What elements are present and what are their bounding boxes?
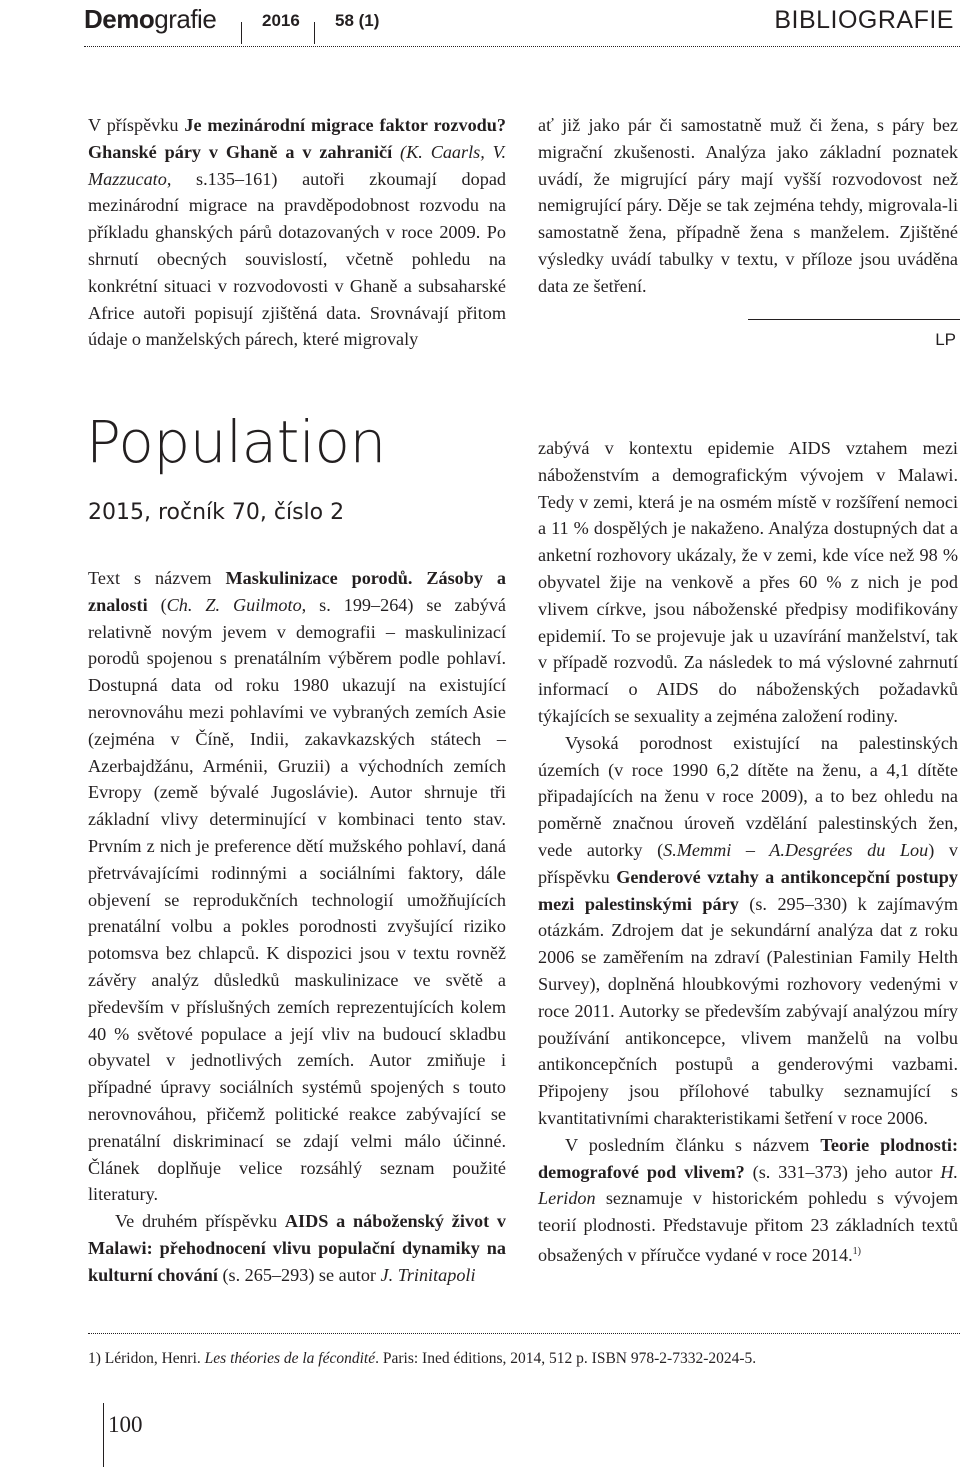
logo-light-part: grafie (154, 4, 217, 34)
article1-continuation: ať již jako pár či samostatně muž či žena, s páry bez migrační zkušenosti. Analýza jako základní poznatek uvádí, že migrující páry mají vyšší rozvodovost než nemigrující páry. Děje se tak zejména tehdy, migrovala-li samostatně žena, případně žena s manželem. Zjištěné výsledky uvádí tabulky v textu, v příloze jsou uváděna data ze šetření. (538, 115, 958, 296)
footnote-marker[interactable]: 1) (852, 1245, 861, 1257)
footnote-rest: . Paris: Ined éditions, 2014, 512 p. ISBN 978-2-7332-2024-5. (375, 1350, 757, 1367)
header-separator (314, 22, 315, 44)
header-section-title: BIBLIOGRAFIE (774, 6, 954, 34)
article-author: S.Memmi – A.Desgrées du Lou (663, 839, 929, 860)
journal-logo (84, 4, 216, 35)
paragraph-text: (s. 331–373) jeho autor (744, 1161, 941, 1182)
journal-issue: 2015, ročník 70, číslo 2 (88, 500, 345, 525)
review-paragraph-palestine (538, 730, 958, 1132)
footnote (88, 1348, 756, 1370)
article-author: Ch. Z. Guilmoto (166, 594, 302, 615)
paragraph-intro: Ve druhém příspěvku (115, 1211, 285, 1232)
paragraph-body: , s. 199–264) se zabývá relativně novým jevem v demografii – maskulinizací porodů spojenou s prenatálním výběrem podle pohlaví. Dostupná data od roku 1980 ukazují na existující nerovnováhu mezi pohlavími ve vybraných zemích Asie (zejména v Číně, Indii, zakavkazských státech – Azerbajdžánu, Arménii, Gruzii) a východních zemích Evropy (země bývalé Jugoslávie). Autor shrnuje tři základní vlivy determinující v kombinaci tento stav. Prvním z nich je preference dětí mužského pohlaví, daná přetrvávajícími rodinnými a sociálními faktory, dále objevení se reprodukčních technologií umožňujících prenatální volbu a pokles porodnosti zvyšující riziko potomsva bez chlapců. K dispozici jsou v textu rovněž závěry analýz důsledků maskulinizace ve světě a především v příslušných zemích reprezentujících kolem 40 % světové populace a její vliv na budoucí skladbu obyvatel v jednotlivých zemích. Autor zmiňuje i případné úpravy sociálních systémů spojených s touto nerovnováhou, přičemž politické reakce zabývající se prenatální diskriminací se zdají velmi málo účinné. Článek doplňuje velice rozsáhlý seznam použité literatury. (88, 594, 506, 1205)
page-number: 100 (108, 1412, 143, 1437)
footnote-prefix: 1) Léridon, Henri. (88, 1350, 205, 1367)
page-header (0, 0, 960, 50)
lower-left-column (88, 565, 506, 1289)
paragraph-body: seznamuje v historickém pohledu s vývojem teorií plodnosti. Představuje přitom 23 základních textů obsažených v příručce vydané v roce 2014. (538, 1188, 958, 1265)
paragraph-text: ) v příspěvku (538, 839, 958, 887)
logo-bold-part: Demo (84, 4, 155, 34)
review-paragraph-maskulinizace (88, 565, 506, 1208)
footnote-rule (88, 1333, 960, 1334)
review-paragraph-aids (88, 1208, 506, 1288)
page-number-bar (103, 1403, 104, 1467)
header-separator (241, 22, 242, 44)
article-title: Genderové vztahy a antikoncepční postupy mezi palestinskými páry (538, 866, 958, 914)
article-title: Maskulinizace porodů. Zásoby a znalosti (88, 568, 506, 615)
paragraph-intro: Vysoká porodnost existující na palestinských územích (v roce 1990 6,2 dítěte na ženu, a 4,1 dítěte připadajících na ženu v roce 2009), a to bez ohledu na poměrně značnou úroveň vzdělání palestinských žen, vede autorky ( (538, 732, 958, 860)
article1-paragraph (88, 112, 506, 353)
lower-right-column (538, 435, 958, 1269)
article-title: Teorie plodnosti: demografové pod vlivem? (538, 1134, 959, 1182)
article-title: AIDS a náboženský život v Malawi: přehodnocení vlivu populační dynamiky na kulturní chování (88, 1211, 507, 1285)
article-author: J. Trinitapoli (380, 1264, 476, 1285)
paragraph-text: ( (147, 594, 167, 615)
article1-left-column (88, 112, 506, 353)
paragraph-text: (s. 265–293) se autor (217, 1264, 381, 1285)
paragraph-intro: Text s názvem (88, 568, 226, 588)
signature-rule (748, 319, 960, 320)
article1-right-column (538, 112, 958, 300)
journal-title: Population (86, 408, 386, 476)
review-paragraph-leridon (538, 1132, 958, 1269)
paragraph-intro: V posledním článku s názvem (565, 1134, 821, 1155)
article1-authors: (K. Caarls, V. Mazzucato (88, 141, 506, 189)
header-year: 2016 (262, 11, 300, 30)
review-paragraph-aids-continued: zabývá v kontextu epidemie AIDS vztahem mezi náboženstvím a demografickým vývojem v Malawi. Tedy v zemi, která je na osmém místě v rozšíření nemoci a 11 % dospělých je nakaženo. Analýza dostupných dat a anketní rozhovory ukázaly, že v zemi, kde více než 98 % obyvatel žije na venkově a přes 60 % z nich je pod vlivem církve, jsou náboženské předpisy modifikovány epidemií. To se projevuje jak u uzavírání manželství, tak v případě rozvodů. Za následek to má výslovné zahrnutí informací o AIDS do náboženských požadavků týkajících se sexuality a zejména založení rodiny. (538, 438, 958, 726)
header-rule (84, 46, 960, 47)
header-issue: 58 (1) (335, 11, 380, 30)
article1-body: , s.135–161) autoři zkoumají dopad mezinárodní migrace na pravděpodobnost rozvodu na příkladu ghanských párů dotazovaných v roce 2009. Po shrnutí obecných souvislostí, včetně pohledu na konkrétní situaci v rozvodovosti v Ghaně a subsaharské Africe autoři popisují zjištěná data. Srovnávají přitom údaje o manželských párech, které migrovaly (88, 168, 506, 350)
article1-intro: V příspěvku (88, 115, 185, 135)
paragraph-body: (s. 295–330) k zajímavým otázkám. Zdrojem dat je sekundární analýza dat z roku 2006 se zaměřením na zdraví (Palestinian Family Helth Survey), doplněná hloubkovými rozhovory vedenými v roce 2011. Autorky se především zabývají analýzou míry používání antikoncepce, vlivem manželů na volbu antikoncepčních postupů a genderovými vazbami. Připojeny jsou přílohové tabulky seznamující s kvantitativními charakteristikami šetření v roce 2006. (538, 893, 959, 1128)
article-author: H. Leridon (538, 1161, 959, 1209)
footnote-book-title: Les théories de la fécondité (204, 1350, 376, 1367)
article1-title: Je mezinárodní migrace faktor rozvodu? Ghanské páry v Ghaně a v zahraničí (88, 115, 506, 162)
reviewer-signature: LP (935, 330, 956, 349)
